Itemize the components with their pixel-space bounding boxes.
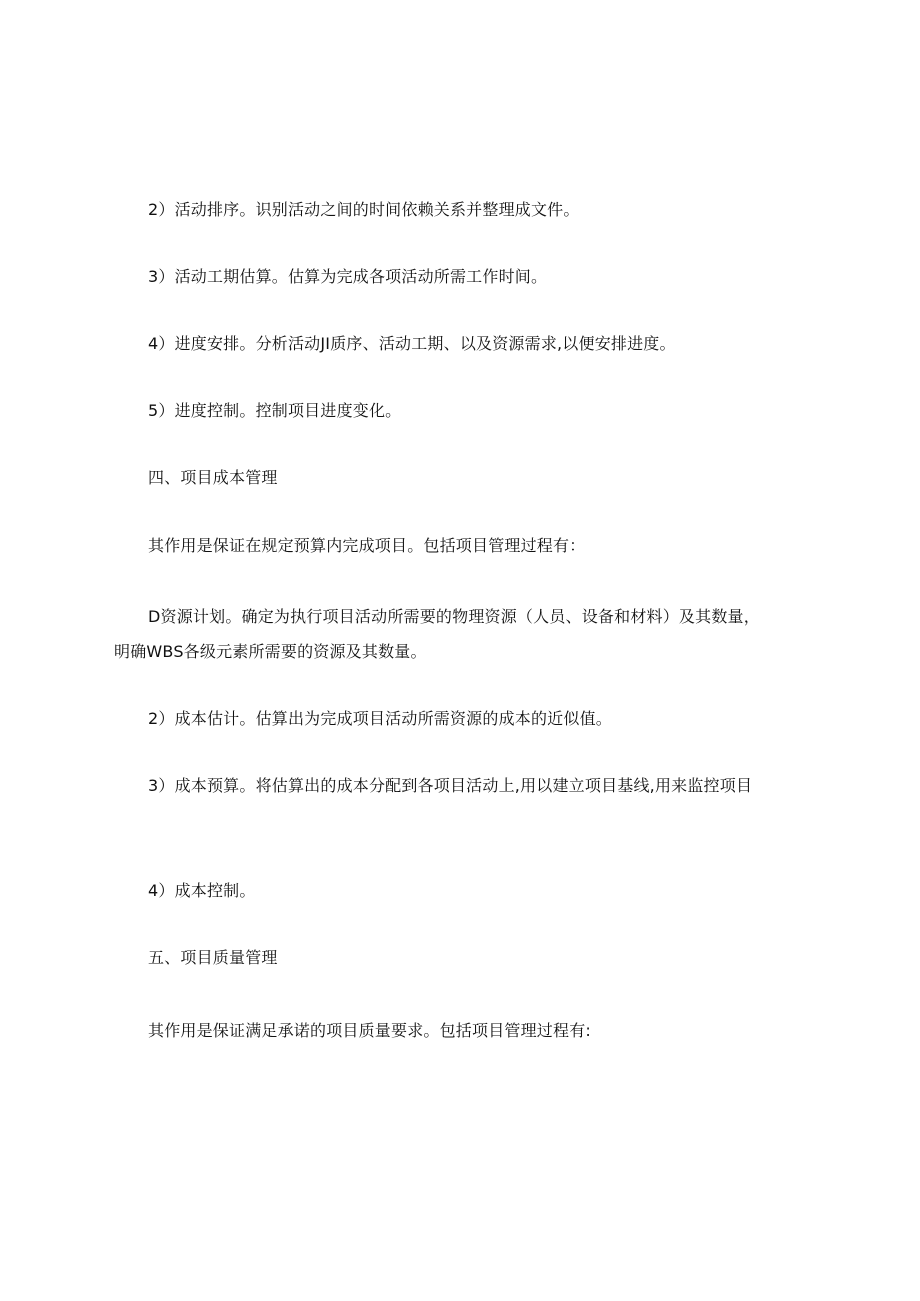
paragraph-resource-planning: D资源计划。确定为执行项目活动所需要的物理资源（人员、设备和材料）及其数量， <box>148 607 760 626</box>
paragraph-schedule-control: 5）进度控制。控制项目进度变化。 <box>148 401 402 420</box>
paragraph-cost-control: 4）成本控制。 <box>148 881 256 900</box>
paragraph-cost-estimating: 2）成本估计。估算出为完成项目活动所需资源的成本的近似值。 <box>148 709 612 728</box>
paragraph-schedule-development: 4）进度安排。分析活动JI质序、活动工期、以及资源需求,以便安排进度。 <box>148 334 676 353</box>
paragraph-activity-sequencing: 2）活动排序。识别活动之间的时间依赖关系并整理成文件。 <box>148 200 580 219</box>
paragraph-resource-planning-cont: 明确WBS各级元素所需要的资源及其数量。 <box>114 642 427 661</box>
paragraph-cost-intro: 其作用是保证在规定预算内完成项目。包括项目管理过程有： <box>148 536 586 555</box>
section-heading-quality-management: 五、项目质量管理 <box>148 948 278 967</box>
paragraph-quality-intro: 其作用是保证满足承诺的项目质量要求。包括项目管理过程有: <box>148 1021 591 1040</box>
section-heading-cost-management: 四、项目成本管理 <box>148 468 278 487</box>
paragraph-activity-duration: 3）活动工期估算。估算为完成各项活动所需工作时间。 <box>148 267 548 286</box>
paragraph-cost-budgeting: 3）成本预算。将估算出的成本分配到各项目活动上,用以建立项目基线,用来监控项目 <box>148 776 753 795</box>
